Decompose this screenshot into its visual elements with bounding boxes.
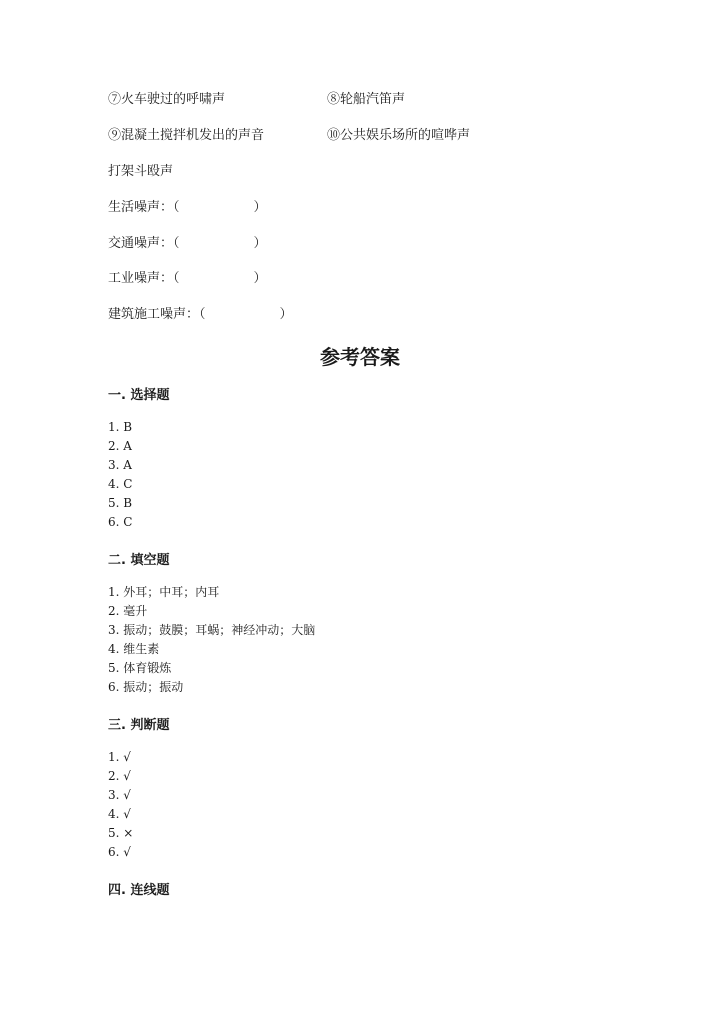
noise-item-10: ⑩公共娱乐场所的喧哗声	[327, 128, 471, 143]
answer-list-judge	[108, 748, 133, 862]
answer-item: 3. 振动；鼓膜；耳蜗；神经冲动；大脑	[108, 623, 316, 637]
noise-item-fight: 打架斗殴声	[108, 164, 174, 179]
category-life	[108, 196, 267, 215]
section-heading-match: 四. 连线题	[108, 883, 170, 898]
answer-item: 3. A	[108, 458, 132, 472]
answer-item: 2. 毫升	[108, 604, 148, 618]
answer-item: 1. 外耳；中耳；内耳	[108, 585, 220, 599]
answer-item: 5. B	[108, 496, 133, 510]
category-construction	[108, 303, 293, 322]
answer-item: 5. 体育锻炼	[108, 661, 172, 675]
close-paren: ）	[253, 200, 267, 215]
category-life-label: 生活噪声：（	[108, 200, 180, 215]
answer-list-choice	[108, 418, 132, 532]
answer-item: 4. C	[108, 477, 133, 491]
answer-item: 2. √	[108, 769, 131, 783]
answers-title: 参考答案	[320, 345, 400, 369]
answer-item: 6. √	[108, 845, 131, 859]
noise-item-9: ⑨混凝土搅拌机发出的声音	[108, 128, 265, 143]
noise-item-8: ⑧轮船汽笛声	[327, 92, 406, 107]
category-construction-label: 建筑施工噪声：（	[108, 307, 206, 322]
answer-list-fill	[108, 583, 315, 697]
category-traffic-label: 交通噪声：（	[108, 236, 180, 251]
section-heading-fill: 二. 填空题	[108, 553, 170, 568]
noise-item-7: ⑦火车驶过的呼啸声	[108, 92, 226, 107]
answer-item: 3. √	[108, 788, 131, 802]
answer-item: 6. C	[108, 515, 133, 529]
close-paren: ）	[279, 307, 293, 322]
section-heading-choice: 一. 选择题	[108, 388, 170, 403]
close-paren: ）	[253, 236, 267, 251]
close-paren: ）	[253, 271, 267, 286]
answer-item: 1. √	[108, 750, 131, 764]
answer-item: 5. ×	[108, 826, 134, 840]
category-traffic	[108, 232, 267, 251]
answer-item: 1. B	[108, 420, 133, 434]
answer-item: 4. √	[108, 807, 131, 821]
answer-item: 6. 振动；振动	[108, 680, 184, 694]
category-industry	[108, 267, 267, 286]
category-industry-label: 工业噪声：（	[108, 271, 180, 286]
answer-item: 2. A	[108, 439, 132, 453]
answer-item: 4. 维生素	[108, 642, 160, 656]
section-heading-judge: 三. 判断题	[108, 718, 170, 733]
